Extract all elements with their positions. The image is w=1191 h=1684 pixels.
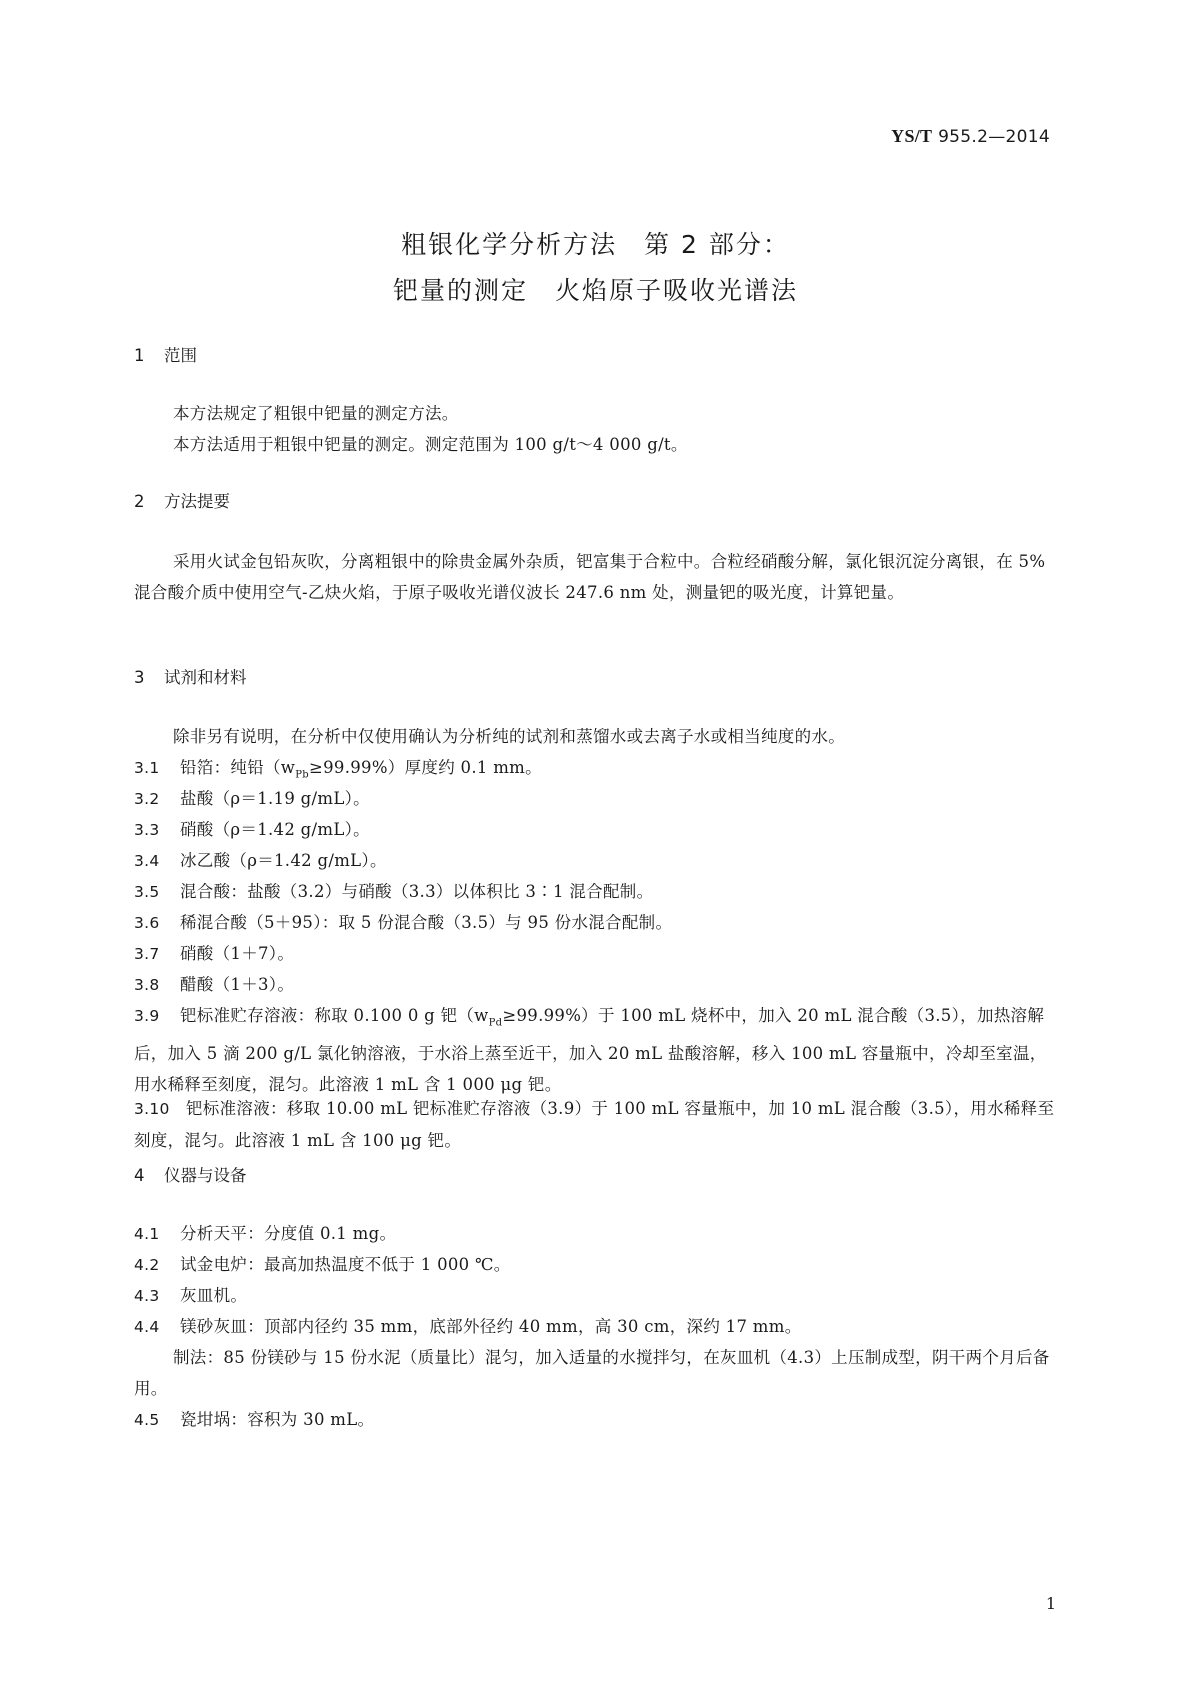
clause-number: 3.3 xyxy=(134,821,160,839)
clause-4-4-method: 制法：85 份镁砂与 15 份水泥（质量比）混匀，加入适量的水搅拌匀，在灰皿机（4.3）上压制成型，阴干两个月后备用。 xyxy=(134,1348,1050,1398)
section-1-paragraph-1: 本方法规定了粗银中钯量的测定方法。 xyxy=(173,404,459,423)
clause-number: 3.4 xyxy=(134,852,160,870)
clause-number: 3.9 xyxy=(134,1007,160,1025)
clause-number: 4.2 xyxy=(134,1256,160,1274)
clause-text: 镁砂灰皿：顶部内径约 35 mm，底部外径约 40 mm，高 30 cm，深约 17 mm。 xyxy=(180,1317,802,1336)
clause-3-6 xyxy=(134,907,1058,939)
document-title-line2: 钯量的测定 火焰原子吸收光谱法 xyxy=(392,276,798,305)
section-number: 2 xyxy=(134,492,145,511)
clause-text: 硝酸（ρ＝1.42 g/mL）。 xyxy=(180,820,370,839)
clause-text: 醋酸（1＋3）。 xyxy=(180,975,295,994)
clause-text: 钯标准溶液：移取 10.00 mL 钯标准贮存溶液（3.9）于 100 mL 容量瓶中，加 10 mL 混合酸（3.5），用水稀释至刻度，混匀。此溶液 1 mL 含 100 μg 钯。 xyxy=(134,1099,1055,1150)
section-4-heading xyxy=(134,1168,247,1185)
clause-3-2 xyxy=(134,783,1058,815)
clause-number: 4.1 xyxy=(134,1225,160,1243)
clause-number: 3.7 xyxy=(134,945,160,963)
clause-text: 瓷坩埚：容积为 30 mL。 xyxy=(180,1410,375,1429)
clause-text-cont: ≥99.99%）于 100 mL 烧杯中，加入 20 mL 混合酸（3.5），加热溶解后，加入 5 滴 200 g/L 氯化钠溶液，于水浴上蒸至近干，加入 20 mL 盐酸溶解，移入 100 mL 容量瓶中，冷却至室温，用水稀释至刻度，混匀。此溶液 1 mL 含 1 000 μg 钯。 xyxy=(134,1006,1047,1095)
section-1-paragraph-2: 本方法适用于粗银中钯量的测定。测定范围为 100 g/t～4 000 g/t。 xyxy=(173,435,688,454)
clause-4-3 xyxy=(134,1280,1058,1312)
clause-text: 盐酸（ρ＝1.19 g/mL）。 xyxy=(180,789,370,808)
page-number: 1 xyxy=(1045,1594,1056,1613)
clause-text: 硝酸（1＋7）。 xyxy=(180,944,295,963)
clause-number: 3.10 xyxy=(134,1100,170,1118)
clause-text: 试金电炉：最高加热温度不低于 1 000 ℃。 xyxy=(180,1255,511,1274)
clause-text-cont: ≥99.99%）厚度约 0.1 mm。 xyxy=(308,758,542,777)
clause-text: 灰皿机。 xyxy=(180,1286,248,1305)
section-3-intro: 除非另有说明，在分析中仅使用确认为分析纯的试剂和蒸馏水或去离子水或相当纯度的水。 xyxy=(173,727,845,746)
clause-text: 分析天平：分度值 0.1 mg。 xyxy=(180,1224,397,1243)
clause-3-9 xyxy=(134,1000,1058,1100)
clause-3-7 xyxy=(134,938,1058,970)
clause-text: 冰乙酸（ρ＝1.42 g/mL）。 xyxy=(180,851,387,870)
document-title-line1: 粗银化学分析方法 第 2 部分： xyxy=(401,230,790,259)
section-number: 1 xyxy=(134,346,145,365)
clause-number: 4.3 xyxy=(134,1287,160,1305)
clause-number: 3.2 xyxy=(134,790,160,808)
section-3-heading xyxy=(134,670,247,687)
section-2-heading xyxy=(134,494,230,511)
subscript: Pd xyxy=(488,1017,503,1029)
clause-4-2 xyxy=(134,1249,1058,1281)
section-number: 3 xyxy=(134,668,145,687)
standard-prefix: YS/T xyxy=(891,126,933,146)
clause-3-4 xyxy=(134,845,1058,877)
clause-text: 稀混合酸（5＋95）：取 5 份混合酸（3.5）与 95 份水混合配制。 xyxy=(180,913,673,932)
section-title: 试剂和材料 xyxy=(164,668,247,687)
clause-3-8 xyxy=(134,969,1058,1001)
section-title: 仪器与设备 xyxy=(164,1166,247,1185)
clause-number: 3.8 xyxy=(134,976,160,994)
clause-text: 铅箔：纯铅（w xyxy=(180,758,296,777)
section-title: 范围 xyxy=(164,346,197,365)
clause-number: 3.1 xyxy=(134,759,160,777)
clause-number: 3.5 xyxy=(134,883,160,901)
clause-text: 混合酸：盐酸（3.2）与硝酸（3.3）以体积比 3∶1 混合配制。 xyxy=(180,882,654,901)
standard-number xyxy=(891,126,1050,147)
clause-3-3 xyxy=(134,814,1058,846)
section-1-heading xyxy=(134,348,197,365)
clause-3-10 xyxy=(134,1093,1058,1156)
clause-number: 4.5 xyxy=(134,1411,160,1429)
clause-4-4 xyxy=(134,1311,1058,1343)
clause-number: 3.6 xyxy=(134,914,160,932)
clause-4-5 xyxy=(134,1404,1058,1436)
standard-code: 955.2—2014 xyxy=(932,127,1050,147)
section-title: 方法提要 xyxy=(164,492,230,511)
subscript: Pb xyxy=(295,769,309,781)
section-number: 4 xyxy=(134,1166,145,1185)
clause-text: 钯标准贮存溶液：称取 0.100 0 g 钯（w xyxy=(180,1006,489,1025)
section-2-paragraph: 采用火试金包铅灰吹，分离粗银中的除贵金属外杂质，钯富集于合粒中。合粒经硝酸分解，氯化银沉淀分离银，在 5%混合酸介质中使用空气-乙炔火焰，于原子吸收光谱仪波长 247.6 nm 处，测量钯的吸光度，计算钯量。 xyxy=(134,552,1046,602)
clause-3-5 xyxy=(134,876,1058,908)
clause-4-1 xyxy=(134,1218,1058,1250)
clause-number: 4.4 xyxy=(134,1318,160,1336)
